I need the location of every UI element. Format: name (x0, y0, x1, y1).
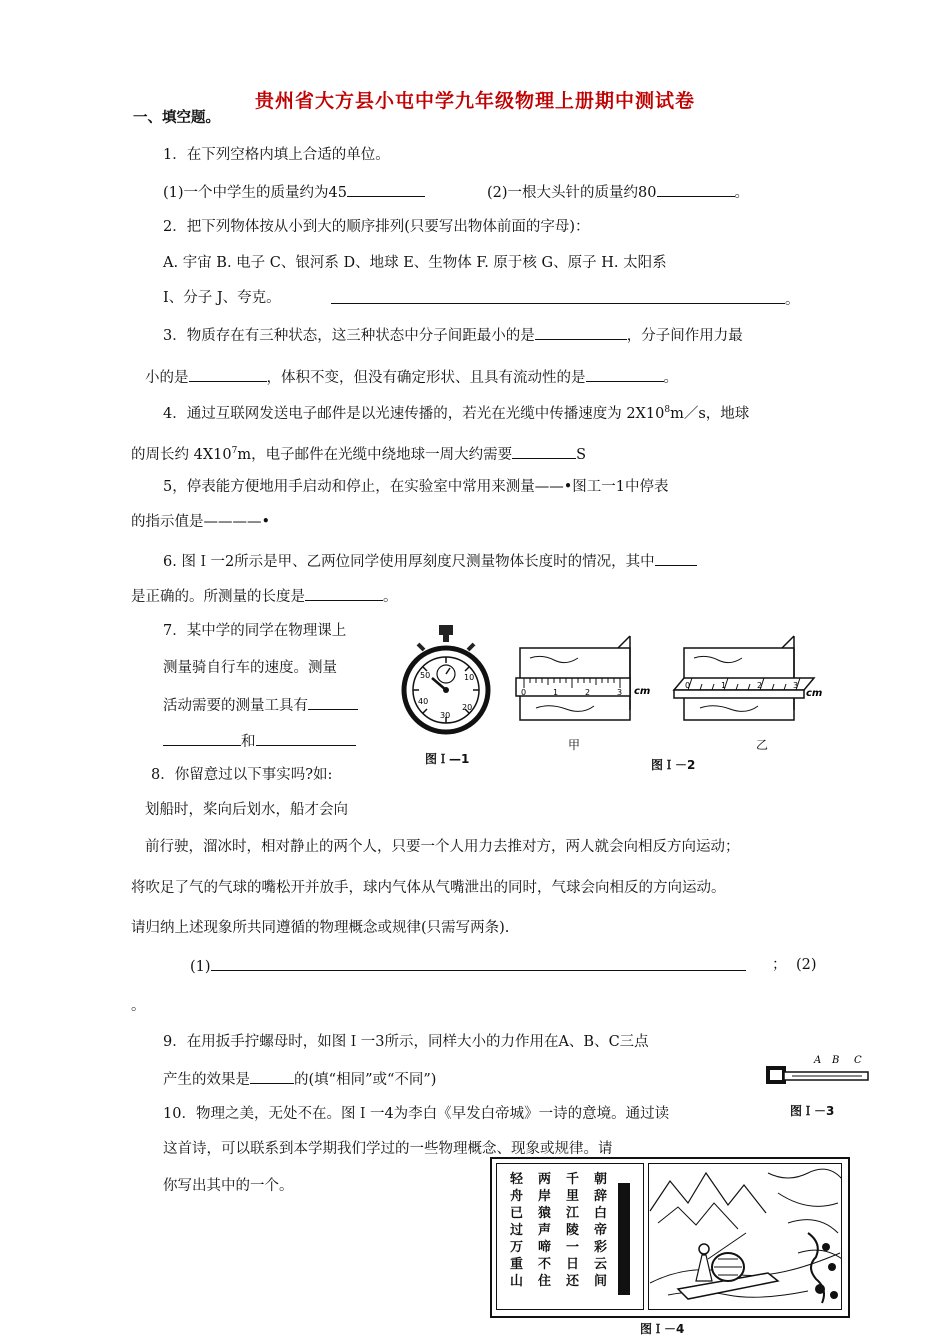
poem-column: 千里江陵一日还 (566, 1172, 580, 1289)
poem-column: 轻舟已过万重山 (510, 1172, 524, 1289)
answer-blank[interactable] (250, 1068, 294, 1084)
answer-blank[interactable] (512, 443, 576, 459)
answer-blank[interactable] (305, 585, 383, 601)
q7-line4: 和 (163, 730, 356, 752)
q4-line2: 的周长约 $4X10^7m$，电子邮件在光缆中绕地球一周大约需要 S (131, 441, 586, 465)
q10-line3: 你写出其中的一个。 (163, 1178, 294, 1194)
answer-blank[interactable] (586, 366, 664, 382)
poem-figure (490, 1157, 850, 1318)
q1-b: (2)一根大头针的质量约80 。 (487, 181, 749, 203)
poem-column: 两岸猿声啼不住 (538, 1172, 552, 1289)
ruler-label: 1 (553, 688, 559, 697)
q8-answer2: (2) (796, 957, 817, 973)
dial-label: 30 (440, 711, 451, 720)
q8-line3: 前行驶，溜冰时，相对静止的两个人，只要一个人用力去推对方，两人就会向相反方向运动； (145, 839, 740, 855)
answer-blank[interactable] (189, 366, 267, 382)
fig2-label-jia: 甲 (568, 738, 581, 752)
ruler-label: 2 (585, 688, 591, 697)
q10-line1: 10．物理之美，无处不在。图Ｉ一4为李白《早发白帝城》一诗的意境。通过读 (163, 1106, 670, 1122)
answer-blank[interactable] (308, 694, 358, 710)
page-title: 贵州省大方县小屯中学九年级物理上册期中测试卷 (254, 90, 695, 112)
ruler-figure (508, 634, 838, 726)
q8-line1: 8．你留意过以下事实吗?如: (151, 767, 333, 783)
q3-line1: 3．物质存在有三种状态，这三种状态中分子间距最小的是 ，分子间作用力最 (163, 324, 743, 346)
q9-line1: 9．在用扳手拧螺母时，如图Ｉ一3所示，同样大小的力作用在A、B、C三点 (163, 1034, 649, 1050)
q4-line1: 4．通过互联网发送电子邮件是以光速传播的，若光在光缆中传播速度为 $2X10^8m/s$，地球 (163, 405, 750, 422)
answer-blank[interactable] (535, 324, 627, 340)
q1-a: (1)一个中学生的质量约为45 (163, 181, 425, 203)
section-heading: 一、填空题。 (133, 110, 220, 126)
answer-blank[interactable] (211, 955, 746, 971)
q6-line2: 是正确的。所测量的长度是 。 (131, 585, 398, 607)
q2-options-2: I、分子 J、夸克。 (163, 290, 281, 306)
ruler-yi (674, 636, 822, 720)
q6-line1: 6. 图Ｉ一2所示是甲、乙两位同学使用厚刻度尺测量物体长度时的情况，其中 (163, 550, 697, 572)
answer-blank[interactable] (256, 730, 356, 746)
q10-line2: 这首诗，可以联系到本学期我们学过的一些物理概念、现象或规律。请 (163, 1141, 613, 1157)
q8-end: 。 (131, 998, 146, 1014)
q7-line1: 7．某中学的同学在物理课上 (163, 623, 347, 639)
q2-stem: 2．把下列物体按从小到大的顺序排列(只要写出物体前面的字母)： (163, 219, 590, 235)
ruler-jia (516, 636, 650, 720)
fig4-caption: 图Ｉ－4 (640, 1322, 685, 1336)
answer-blank[interactable] (657, 181, 735, 197)
seal-strip (618, 1183, 630, 1295)
q8-sep: ； (772, 957, 787, 973)
ruler-label: 3 (793, 681, 799, 690)
point-label: B (832, 1055, 840, 1066)
stopwatch-figure (400, 622, 495, 740)
q8-line2: 划船时，桨向后划水，船才会向 (145, 802, 348, 818)
q9-line2: 产生的效果是 的(填“相同”或“不同”) (163, 1068, 436, 1090)
painting-illustration (648, 1163, 842, 1310)
ruler-label: 1 (721, 681, 727, 690)
q5-line1: 5，停表能方便地用手启动和停止，在实验室中常用来测量——•图工一1中停表 (163, 479, 669, 495)
q5-line2: 的指示值是————• (131, 514, 271, 530)
dial-label: 20 (462, 703, 473, 712)
fig2-caption: 图Ｉ－2 (651, 758, 696, 772)
ruler-unit: cm (806, 688, 823, 699)
ruler-label: 0 (521, 688, 527, 697)
q7-line3: 活动需要的测量工具有 (163, 694, 358, 716)
fig1-caption: 图Ｉ—1 (425, 752, 470, 766)
answer-blank[interactable] (163, 730, 241, 746)
ruler-unit: cm (634, 686, 651, 697)
dial-label: 10 (464, 673, 475, 682)
poem-column: 朝辞白帝彩云间 (594, 1172, 608, 1289)
q8-line4: 将吹足了气的气球的嘴松开并放手，球内气体从气嘴泄出的同时，气球会向相反的方向运动。 (131, 880, 726, 896)
point-label: A (814, 1055, 822, 1066)
answer-blank[interactable] (347, 181, 425, 197)
q1-stem: 1．在下列空格内填上合适的单位。 (163, 147, 390, 163)
answer-blank[interactable] (331, 288, 785, 304)
ruler-label: 0 (685, 681, 691, 690)
wrench-figure (762, 1050, 872, 1090)
q7-line2: 测量骑自行车的速度。测量 (163, 660, 337, 676)
fig2-label-yi: 乙 (756, 738, 769, 752)
dial-label: 50 (420, 671, 431, 680)
ruler-label: 2 (757, 681, 763, 690)
q8-line5: 请归纳上述现象所共同遵循的物理概念或规律(只需写两条). (131, 920, 510, 936)
q2-options-1: A. 宇宙 B. 电子 C、银河系 D、地球 E、生物体 F. 原于核 G、原子 H. 太阳系 (163, 255, 667, 271)
answer-blank[interactable] (655, 550, 697, 566)
q8-answer1: (1) (190, 955, 746, 977)
q2-answer: 。 (331, 288, 800, 310)
ruler-label: 3 (617, 688, 623, 697)
dial-label: 40 (418, 697, 429, 706)
fig3-caption: 图Ｉ－3 (790, 1104, 835, 1118)
q3-line2: 小的是 ，体积不变，但没有确定形状、且具有流动性的是 。 (145, 366, 678, 388)
point-label: C (854, 1055, 862, 1066)
